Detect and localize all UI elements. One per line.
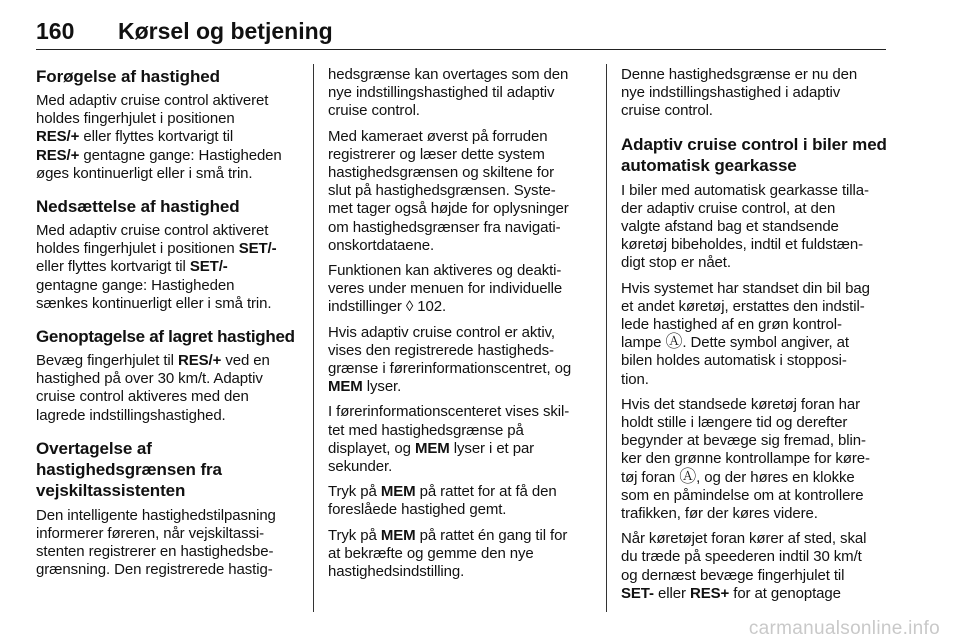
vehicle-ahead-indicator-icon: Ⓐ xyxy=(679,466,697,486)
column-2 xyxy=(328,66,592,581)
paragraph: Tryk på MEM på rattet én gang til for at bekræfte og gemme den nye hastighedsindstilling. xyxy=(328,526,568,581)
page-header xyxy=(36,16,886,52)
paragraph: Hvis systemet har standset din bil bag et andet køretøj, erstattes den indstil- lede hastighed af en grøn kontrol- lampe Ⓐ. Dette symbol angiver, at bilen holdes automatisk i stopposi- tion. xyxy=(621,279,870,388)
paragraph: I førerinformationscenteret vises skil- tet med hastighedsgrænse på displayet, og MEM lyser i et par sekunder. xyxy=(328,403,570,476)
paragraph: Tryk på MEM på rattet for at få den foreslåede hastighed gemt. xyxy=(328,483,557,519)
column-divider-2 xyxy=(606,64,607,612)
paragraph: hedsgrænse kan overtages som den nye indstillingshastighed til adaptiv cruise control. xyxy=(328,66,569,120)
paragraph: Bevæg fingerhjulet til RES/+ ved en hastighed på over 30 km/t. Adaptiv cruise control aktiveres med den lagrede indstillingshastighed. xyxy=(36,352,270,424)
watermark: carmanualsonline.info xyxy=(748,618,940,639)
paragraph: Hvis det standsede køretøj foran har holdt stille i længere tid og derefter begynder at bevæge sig fremad, blin- ker den grønne kontrollampe for køre- tøj foran Ⓐ, og der høres en klokke som en påmindelse om at kontrollere trafikken, før der køres videre. xyxy=(621,395,870,523)
page-number: 160 xyxy=(36,18,75,44)
section-heading: Overtagelse af hastighedsgrænsen fra vejskiltassistenten xyxy=(36,438,222,500)
paragraph: Den intelligente hastighedstilpasning informerer føreren, når vejskiltassi- stenten registrerer en hastighedsbe- grænsning. Den registrerede hastig- xyxy=(36,506,276,579)
paragraph: Funktionen kan aktiveres og deakti- veres under menuen for individuelle indstillinger ◊ 102. xyxy=(328,262,563,316)
page-reference-icon: ◊ xyxy=(405,298,414,316)
column-3 xyxy=(621,66,889,603)
section-heading: Forøgelse af hastighed xyxy=(36,67,220,86)
section-heading: Nedsættelse af hastighed xyxy=(36,197,240,217)
paragraph: Med adaptiv cruise control aktiveret holdes fingerhjulet i positionen RES/+ eller flyttes kortvarigt til RES/+ gentagne gange: Hastigheden øges kontinuerligt eller i små trin. xyxy=(36,92,282,182)
paragraph: Med kameraet øverst på forruden registrerer og læser dette system hastighedsgrænsen og skiltene for slut på hastighedsgrænsen. Syste- met tager også højde for oplysninger om hastighedsgrænser fra navigati- onskortdataene. xyxy=(328,127,569,254)
paragraph: Når køretøjet foran kører af sted, skal du træde på speederen indtil 30 km/t og dernæst bevæge fingerhjulet til SET- eller RES+ for at genoptage xyxy=(621,530,867,602)
paragraph: Hvis adaptiv cruise control er aktiv, vises den registrerede hastigheds- grænse i førerinformationscentret, og MEM lyser. xyxy=(328,323,572,396)
paragraph: Med adaptiv cruise control aktiveret holdes fingerhjulet i positionen SET/- eller flyttes kortvarigt til SET/- gentagne gange: Hastigheden sænkes kontinuerligt eller i små trin. xyxy=(36,222,277,312)
section-heading: Adaptiv cruise control i biler med automatisk gearkasse xyxy=(621,134,887,175)
header-rule xyxy=(36,49,886,50)
page-title: Kørsel og betjening xyxy=(118,18,333,44)
section-heading: Genoptagelse af lagret hastighed xyxy=(36,327,295,347)
paragraph: I biler med automatisk gearkasse tilla- der adaptiv cruise control, at den valgte afstand bag et standsende køretøj bibeholdes, indtil et fuldstæn- digt stop er nået. xyxy=(621,181,869,272)
vehicle-ahead-indicator-icon: Ⓐ xyxy=(665,332,683,352)
paragraph: Denne hastighedsgrænse er nu den nye indstillingshastighed i adaptiv cruise control. xyxy=(621,66,858,120)
column-1 xyxy=(36,66,300,580)
column-divider-1 xyxy=(313,64,314,612)
